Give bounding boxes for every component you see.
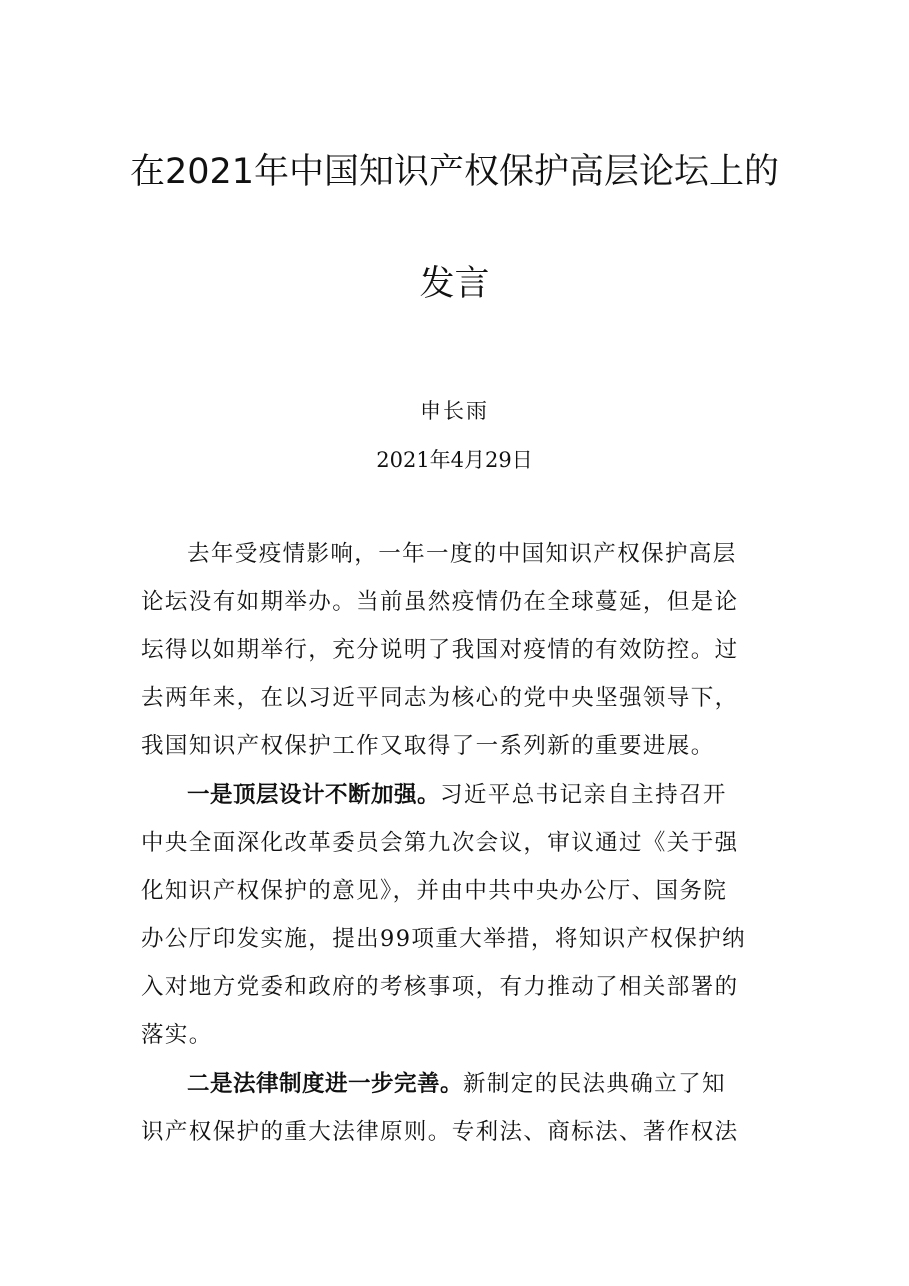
paragraph-3-first-rest: 新制定的民法典确立了知 <box>463 1071 726 1097</box>
document-title-line-1: 在2021年中国知识产权保护高层论坛上的 <box>129 152 780 192</box>
paragraph-1-line-1: 去年受疫情影响，一年一度的中国知识产权保护高层 <box>187 541 737 567</box>
paragraph-2-lead: 一是顶层设计不断加强。 <box>187 782 441 808</box>
paragraph-2-line-5: 入对地方党委和政府的考核事项，有力推动了相关部署的 <box>141 974 739 1000</box>
paragraph-1-line-3: 坛得以如期举行，充分说明了我国对疫情的有效防控。过 <box>141 637 739 663</box>
paragraph-2-line-4: 办公厅印发实施，提出99项重大举措，将知识产权保护纳 <box>141 926 747 952</box>
paragraph-2-line-3: 化知识产权保护的意见》，并由中共中央办公厅、国务院 <box>141 878 728 904</box>
author-name: 申长雨 <box>420 399 489 423</box>
paragraph-3-line-2: 识产权保护的重大法律原则。专利法、商标法、著作权法 <box>141 1119 739 1145</box>
paragraph-3-lead: 二是法律制度进一步完善。 <box>187 1071 464 1097</box>
document-title-line-2: 发言 <box>419 264 490 304</box>
paragraph-3-line-1 <box>141 1069 726 1099</box>
paragraph-2-line-2: 中央全面深化改革委员会第九次会议，审议通过《关于强 <box>141 830 739 856</box>
paragraph-1-line-5: 我国知识产权保护工作又取得了一系列新的重要进展。 <box>141 733 715 759</box>
paragraph-1-line-2: 论坛没有如期举办。当前虽然疫情仍在全球蔓延，但是论 <box>141 589 739 615</box>
speech-date: 2021年4月29日 <box>376 448 533 472</box>
paragraph-2-first-rest: 习近平总书记亲自主持召开 <box>440 782 727 808</box>
paragraph-2-line-1 <box>141 780 727 810</box>
paragraph-2-line-6: 落实。 <box>141 1022 213 1048</box>
paragraph-1-line-4: 去两年来，在以习近平同志为核心的党中央坚强领导下， <box>141 685 739 711</box>
